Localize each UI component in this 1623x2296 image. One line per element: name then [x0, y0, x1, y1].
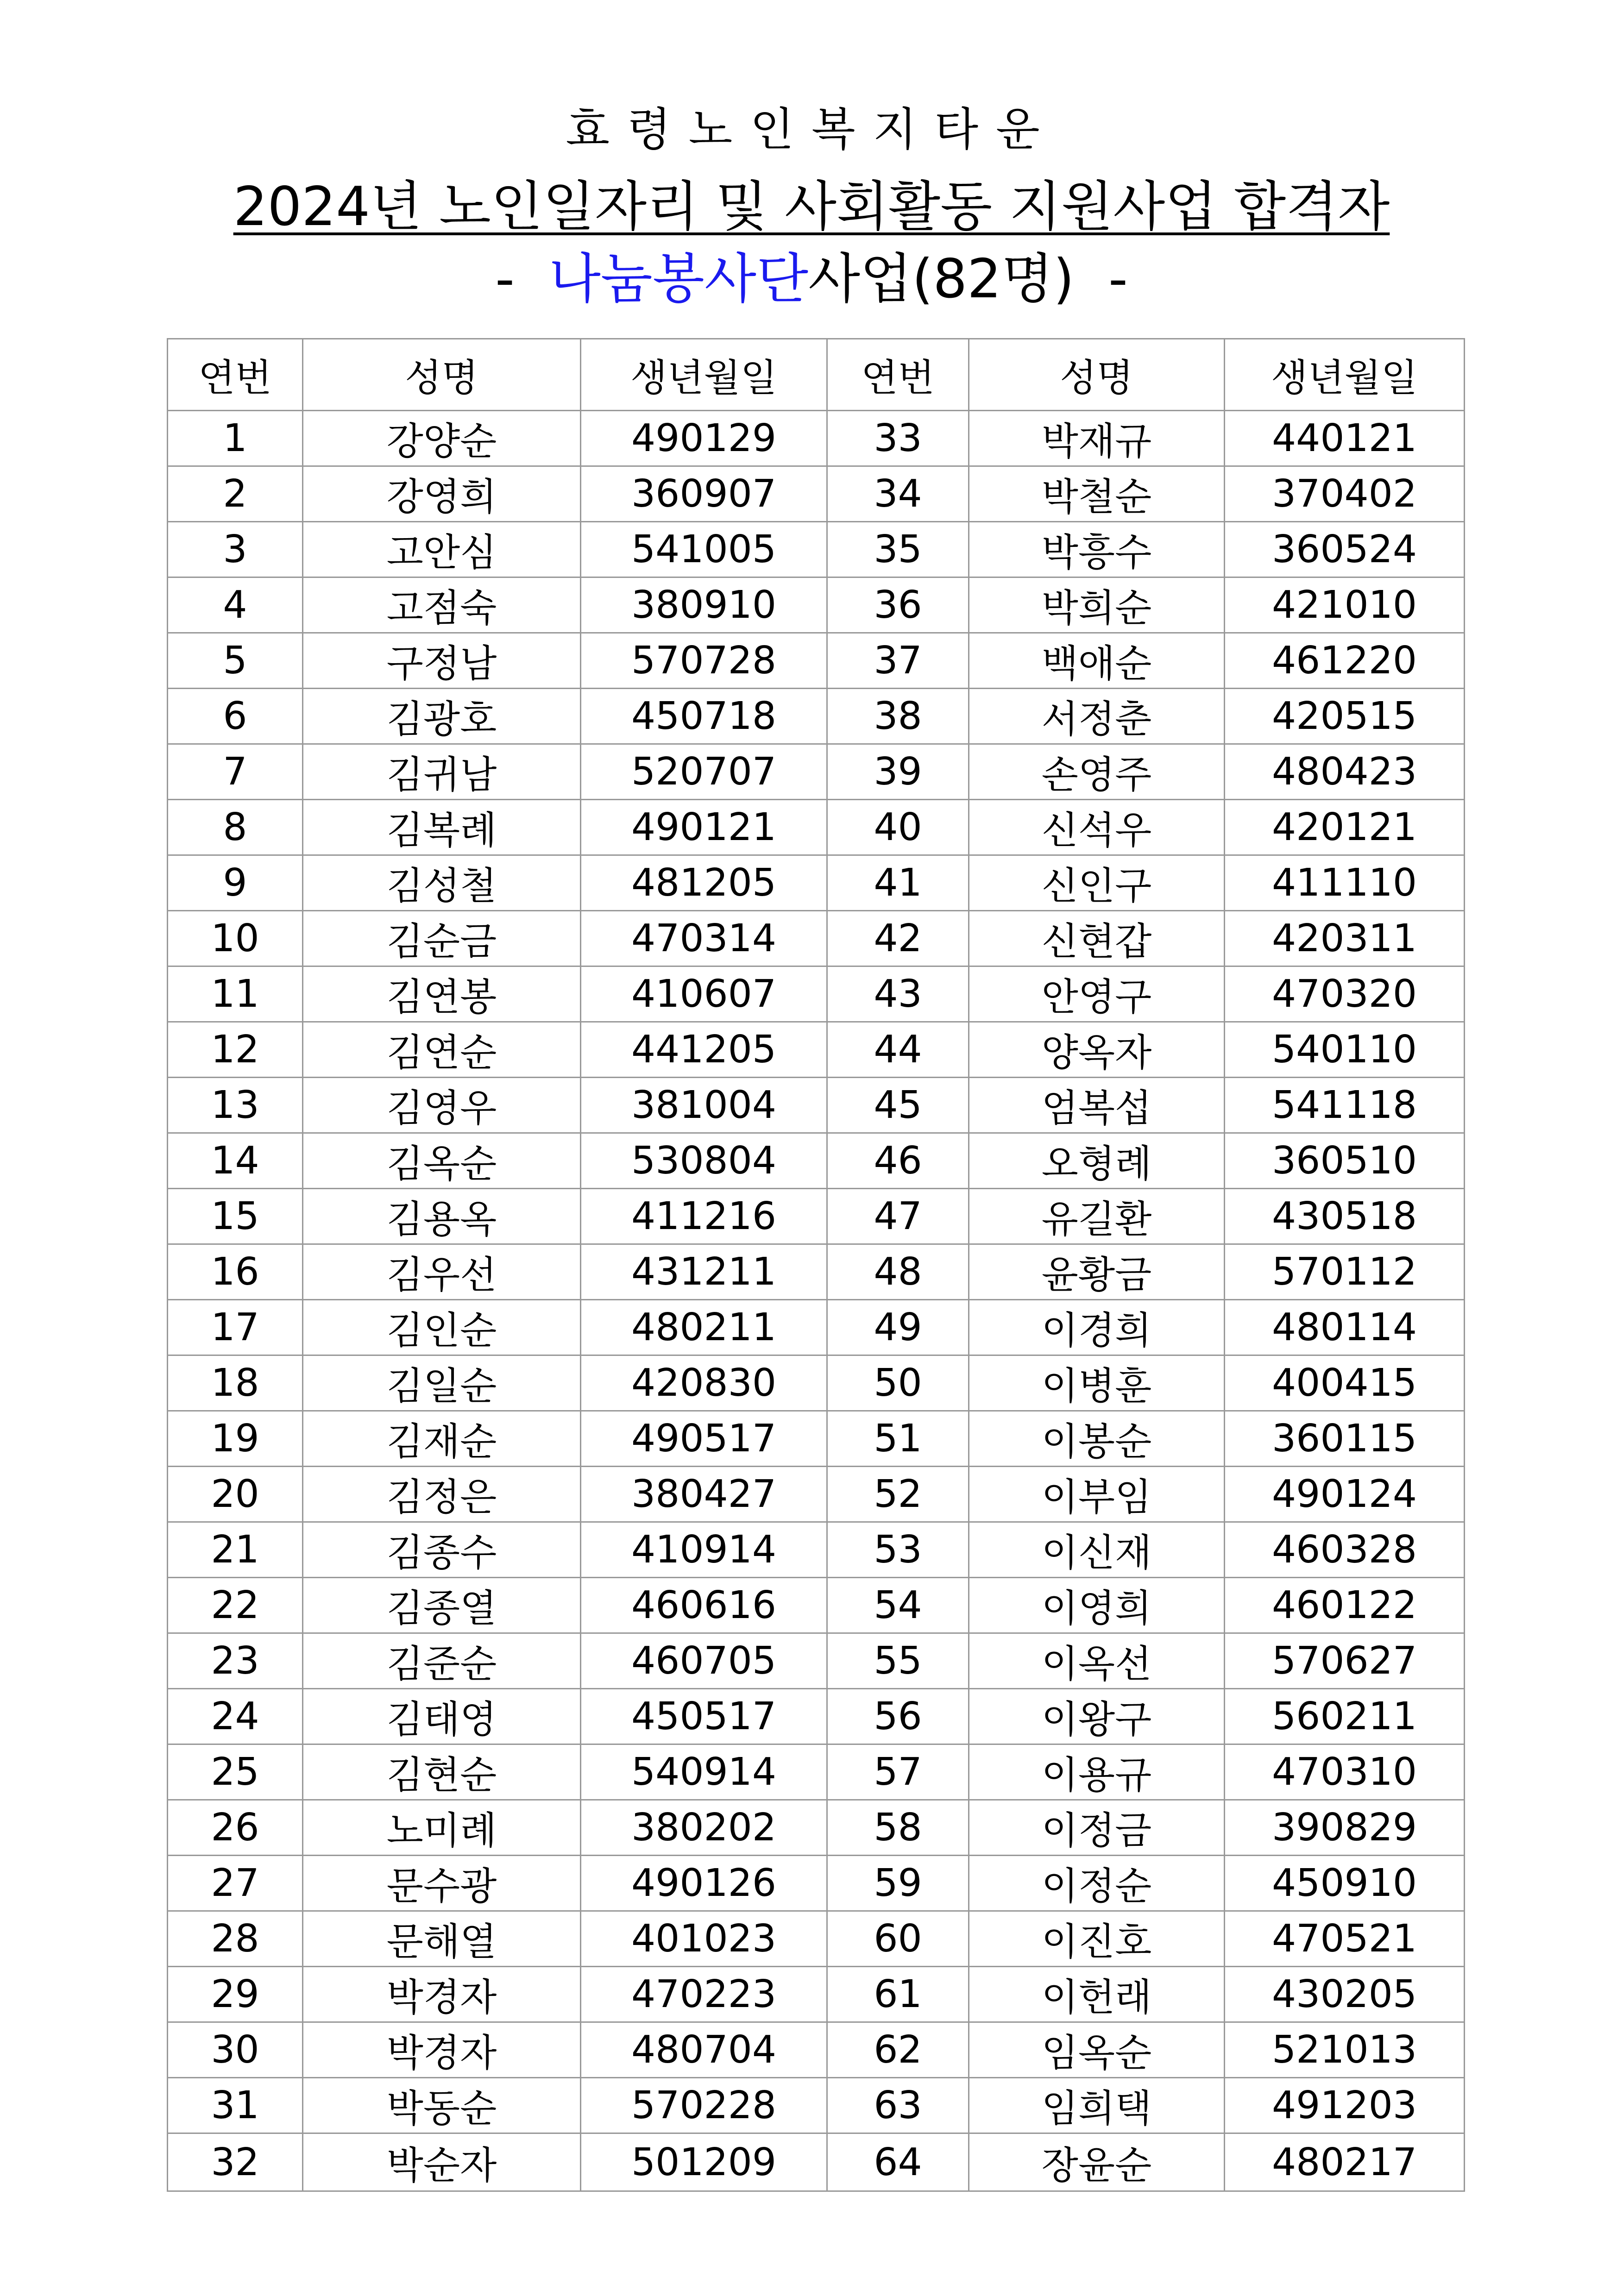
- cell-name: 김준순: [303, 1633, 581, 1689]
- cell-birthdate: 411110: [1225, 855, 1465, 911]
- cell-name: 고안심: [303, 522, 581, 577]
- cell-birthdate: 400415: [1225, 1355, 1465, 1411]
- cell-name: 이옥선: [969, 1633, 1225, 1689]
- cell-name: 안영구: [969, 966, 1225, 1022]
- cell-name: 이정순: [969, 1856, 1225, 1911]
- cell-birthdate: 480217: [1225, 2133, 1465, 2191]
- cell-number: 6: [168, 689, 303, 744]
- column-header-name: 성명: [969, 339, 1225, 411]
- cell-birthdate: 470521: [1225, 1911, 1465, 1967]
- cell-name: 김옥순: [303, 1133, 581, 1189]
- cell-name: 박순자: [303, 2133, 581, 2191]
- cell-birthdate: 420311: [1225, 911, 1465, 966]
- cell-name: 문수광: [303, 1856, 581, 1911]
- cell-number: 47: [827, 1189, 969, 1244]
- cell-number: 55: [827, 1633, 969, 1689]
- cell-birthdate: 460328: [1225, 1522, 1465, 1578]
- table-row: [168, 1022, 1465, 1078]
- cell-name: 고점숙: [303, 577, 581, 633]
- cell-number: 26: [168, 1800, 303, 1856]
- cell-birthdate: 570728: [581, 633, 827, 689]
- cell-birthdate: 470320: [1225, 966, 1465, 1022]
- cell-name: 손영주: [969, 744, 1225, 800]
- cell-name: 신인구: [969, 855, 1225, 911]
- cell-name: 양옥자: [969, 1022, 1225, 1078]
- cell-birthdate: 450517: [581, 1689, 827, 1744]
- cell-birthdate: 540110: [1225, 1022, 1465, 1078]
- cell-name: 이병훈: [969, 1355, 1225, 1411]
- cell-name: 유길환: [969, 1189, 1225, 1244]
- table-row: [168, 633, 1465, 689]
- table-row: [168, 1355, 1465, 1411]
- cell-birthdate: 480704: [581, 2022, 827, 2078]
- cell-birthdate: 460705: [581, 1633, 827, 1689]
- cell-birthdate: 380202: [581, 1800, 827, 1856]
- cell-number: 30: [168, 2022, 303, 2078]
- cell-number: 48: [827, 1244, 969, 1300]
- cell-number: 5: [168, 633, 303, 689]
- cell-birthdate: 570627: [1225, 1633, 1465, 1689]
- cell-name: 신현갑: [969, 911, 1225, 966]
- cell-number: 17: [168, 1300, 303, 1355]
- cell-name: 윤황금: [969, 1244, 1225, 1300]
- cell-birthdate: 401023: [581, 1911, 827, 1967]
- cell-birthdate: 410914: [581, 1522, 827, 1578]
- table-row: [168, 1967, 1465, 2022]
- cell-name: 김현순: [303, 1744, 581, 1800]
- table-row: [168, 1744, 1465, 1800]
- subtitle-prefix: -: [495, 248, 549, 310]
- cell-birthdate: 540914: [581, 1744, 827, 1800]
- cell-number: 23: [168, 1633, 303, 1689]
- document-title: [0, 172, 1623, 242]
- cell-number: 16: [168, 1244, 303, 1300]
- cell-name: 서정춘: [969, 689, 1225, 744]
- cell-birthdate: 420121: [1225, 800, 1465, 855]
- table-row: [168, 911, 1465, 966]
- cell-birthdate: 390829: [1225, 1800, 1465, 1856]
- cell-name: 노미례: [303, 1800, 581, 1856]
- table-body: [168, 411, 1465, 2191]
- cell-name: 김광호: [303, 689, 581, 744]
- table-row: [168, 1689, 1465, 1744]
- cell-birthdate: 381004: [581, 1078, 827, 1133]
- table-row: [168, 2022, 1465, 2078]
- table-row: [168, 1133, 1465, 1189]
- document-subtitle: [0, 245, 1623, 314]
- cell-name: 김용옥: [303, 1189, 581, 1244]
- cell-name: 박철순: [969, 466, 1225, 522]
- cell-number: 19: [168, 1411, 303, 1467]
- table-row: [168, 800, 1465, 855]
- cell-number: 54: [827, 1578, 969, 1633]
- cell-number: 40: [827, 800, 969, 855]
- cell-name: 김연봉: [303, 966, 581, 1022]
- column-header-name: 성명: [303, 339, 581, 411]
- cell-name: 이정금: [969, 1800, 1225, 1856]
- cell-name: 박재규: [969, 411, 1225, 466]
- cell-number: 44: [827, 1022, 969, 1078]
- cell-number: 35: [827, 522, 969, 577]
- cell-number: 43: [827, 966, 969, 1022]
- cell-name: 문해열: [303, 1911, 581, 1967]
- table-row: [168, 1078, 1465, 1133]
- table-row: [168, 1856, 1465, 1911]
- document-title-text: 2024년 노인일자리 및 사회활동 지원사업 합격자: [233, 176, 1390, 238]
- cell-number: 20: [168, 1467, 303, 1522]
- cell-number: 60: [827, 1911, 969, 1967]
- table-row: [168, 1244, 1465, 1300]
- cell-name: 엄복섭: [969, 1078, 1225, 1133]
- cell-birthdate: 541005: [581, 522, 827, 577]
- cell-birthdate: 560211: [1225, 1689, 1465, 1744]
- cell-number: 27: [168, 1856, 303, 1911]
- cell-name: 김연순: [303, 1022, 581, 1078]
- cell-name: 김종열: [303, 1578, 581, 1633]
- cell-number: 21: [168, 1522, 303, 1578]
- cell-number: 10: [168, 911, 303, 966]
- cell-birthdate: 490121: [581, 800, 827, 855]
- cell-number: 39: [827, 744, 969, 800]
- cell-birthdate: 420830: [581, 1355, 827, 1411]
- cell-birthdate: 541118: [1225, 1078, 1465, 1133]
- table-row: [168, 1633, 1465, 1689]
- cell-birthdate: 490126: [581, 1856, 827, 1911]
- cell-birthdate: 360524: [1225, 522, 1465, 577]
- cell-name: 김순금: [303, 911, 581, 966]
- table-row: [168, 744, 1465, 800]
- table-row: [168, 2133, 1465, 2191]
- table-row: [168, 577, 1465, 633]
- cell-number: 9: [168, 855, 303, 911]
- cell-birthdate: 380427: [581, 1467, 827, 1522]
- cell-number: 22: [168, 1578, 303, 1633]
- cell-number: 4: [168, 577, 303, 633]
- table-row: [168, 855, 1465, 911]
- column-header-number: 연번: [827, 339, 969, 411]
- cell-number: 25: [168, 1744, 303, 1800]
- cell-name: 구정남: [303, 633, 581, 689]
- cell-name: 이경희: [969, 1300, 1225, 1355]
- table-row: [168, 1800, 1465, 1856]
- cell-number: 7: [168, 744, 303, 800]
- cell-number: 29: [168, 1967, 303, 2022]
- cell-number: 12: [168, 1022, 303, 1078]
- cell-number: 14: [168, 1133, 303, 1189]
- organization-name: 효령노인복지타운: [566, 103, 1057, 156]
- cell-birthdate: 411216: [581, 1189, 827, 1244]
- cell-birthdate: 520707: [581, 744, 827, 800]
- cell-number: 64: [827, 2133, 969, 2191]
- cell-birthdate: 460616: [581, 1578, 827, 1633]
- column-header-birthdate: 생년월일: [581, 339, 827, 411]
- table-row: [168, 1411, 1465, 1467]
- cell-name: 박희순: [969, 577, 1225, 633]
- cell-number: 36: [827, 577, 969, 633]
- cell-number: 1: [168, 411, 303, 466]
- cell-birthdate: 491203: [1225, 2078, 1465, 2133]
- cell-birthdate: 360510: [1225, 1133, 1465, 1189]
- participant-table: [167, 338, 1465, 2192]
- cell-birthdate: 530804: [581, 1133, 827, 1189]
- cell-number: 24: [168, 1689, 303, 1744]
- cell-number: 38: [827, 689, 969, 744]
- cell-number: 46: [827, 1133, 969, 1189]
- cell-name: 김영우: [303, 1078, 581, 1133]
- table-header-row: [168, 339, 1465, 411]
- cell-birthdate: 460122: [1225, 1578, 1465, 1633]
- cell-number: 42: [827, 911, 969, 966]
- program-name: 나눔봉사단: [548, 248, 808, 310]
- cell-birthdate: 360115: [1225, 1411, 1465, 1467]
- cell-number: 57: [827, 1744, 969, 1800]
- cell-name: 김재순: [303, 1411, 581, 1467]
- cell-birthdate: 490517: [581, 1411, 827, 1467]
- cell-name: 이봉순: [969, 1411, 1225, 1467]
- table-row: [168, 2078, 1465, 2133]
- cell-number: 56: [827, 1689, 969, 1744]
- cell-birthdate: 360907: [581, 466, 827, 522]
- cell-birthdate: 450718: [581, 689, 827, 744]
- cell-name: 박경자: [303, 1967, 581, 2022]
- cell-number: 2: [168, 466, 303, 522]
- cell-number: 33: [827, 411, 969, 466]
- cell-number: 37: [827, 633, 969, 689]
- column-header-number: 연번: [168, 339, 303, 411]
- cell-name: 김정은: [303, 1467, 581, 1522]
- cell-name: 김우선: [303, 1244, 581, 1300]
- cell-number: 58: [827, 1800, 969, 1856]
- cell-name: 이신재: [969, 1522, 1225, 1578]
- subtitle-suffix: 사업(82명) -: [808, 248, 1128, 310]
- cell-birthdate: 480114: [1225, 1300, 1465, 1355]
- table-row: [168, 522, 1465, 577]
- cell-name: 김성철: [303, 855, 581, 911]
- cell-name: 신석우: [969, 800, 1225, 855]
- cell-name: 김인순: [303, 1300, 581, 1355]
- table-row: [168, 1911, 1465, 1967]
- cell-name: 김종수: [303, 1522, 581, 1578]
- cell-name: 박경자: [303, 2022, 581, 2078]
- cell-birthdate: 570112: [1225, 1244, 1465, 1300]
- cell-number: 59: [827, 1856, 969, 1911]
- cell-birthdate: 430518: [1225, 1189, 1465, 1244]
- cell-birthdate: 461220: [1225, 633, 1465, 689]
- cell-number: 3: [168, 522, 303, 577]
- cell-name: 김태영: [303, 1689, 581, 1744]
- cell-birthdate: 501209: [581, 2133, 827, 2191]
- cell-number: 61: [827, 1967, 969, 2022]
- cell-number: 8: [168, 800, 303, 855]
- column-header-birthdate: 생년월일: [1225, 339, 1465, 411]
- cell-name: 이용규: [969, 1744, 1225, 1800]
- cell-birthdate: 490124: [1225, 1467, 1465, 1522]
- cell-birthdate: 490129: [581, 411, 827, 466]
- cell-birthdate: 380910: [581, 577, 827, 633]
- cell-birthdate: 431211: [581, 1244, 827, 1300]
- cell-name: 임희택: [969, 2078, 1225, 2133]
- cell-name: 강양순: [303, 411, 581, 466]
- cell-birthdate: 480423: [1225, 744, 1465, 800]
- cell-birthdate: 430205: [1225, 1967, 1465, 2022]
- table-row: [168, 1578, 1465, 1633]
- cell-name: 이헌래: [969, 1967, 1225, 2022]
- cell-name: 김일순: [303, 1355, 581, 1411]
- cell-birthdate: 470223: [581, 1967, 827, 2022]
- table-row: [168, 689, 1465, 744]
- cell-birthdate: 440121: [1225, 411, 1465, 466]
- cell-name: 이영희: [969, 1578, 1225, 1633]
- cell-number: 11: [168, 966, 303, 1022]
- cell-name: 이진호: [969, 1911, 1225, 1967]
- cell-birthdate: 480211: [581, 1300, 827, 1355]
- table-row: [168, 1522, 1465, 1578]
- cell-number: 53: [827, 1522, 969, 1578]
- cell-birthdate: 570228: [581, 2078, 827, 2133]
- cell-name: 김귀남: [303, 744, 581, 800]
- cell-name: 강영희: [303, 466, 581, 522]
- cell-birthdate: 481205: [581, 855, 827, 911]
- cell-number: 18: [168, 1355, 303, 1411]
- cell-number: 32: [168, 2133, 303, 2191]
- cell-number: 41: [827, 855, 969, 911]
- cell-birthdate: 450910: [1225, 1856, 1465, 1911]
- cell-name: 임옥순: [969, 2022, 1225, 2078]
- cell-number: 49: [827, 1300, 969, 1355]
- cell-number: 45: [827, 1078, 969, 1133]
- cell-number: 15: [168, 1189, 303, 1244]
- cell-birthdate: 470310: [1225, 1744, 1465, 1800]
- cell-number: 52: [827, 1467, 969, 1522]
- cell-birthdate: 441205: [581, 1022, 827, 1078]
- cell-name: 김복례: [303, 800, 581, 855]
- cell-birthdate: 370402: [1225, 466, 1465, 522]
- table-row: [168, 466, 1465, 522]
- cell-birthdate: 410607: [581, 966, 827, 1022]
- table-row: [168, 1189, 1465, 1244]
- cell-name: 백애순: [969, 633, 1225, 689]
- cell-number: 51: [827, 1411, 969, 1467]
- cell-number: 63: [827, 2078, 969, 2133]
- cell-name: 오형례: [969, 1133, 1225, 1189]
- cell-number: 31: [168, 2078, 303, 2133]
- table-row: [168, 966, 1465, 1022]
- cell-number: 28: [168, 1911, 303, 1967]
- cell-birthdate: 421010: [1225, 577, 1465, 633]
- cell-name: 장윤순: [969, 2133, 1225, 2191]
- cell-birthdate: 470314: [581, 911, 827, 966]
- cell-number: 34: [827, 466, 969, 522]
- cell-number: 62: [827, 2022, 969, 2078]
- cell-number: 50: [827, 1355, 969, 1411]
- table-row: [168, 411, 1465, 466]
- table-row: [168, 1300, 1465, 1355]
- cell-birthdate: 420515: [1225, 689, 1465, 744]
- cell-name: 박흥수: [969, 522, 1225, 577]
- cell-name: 박동순: [303, 2078, 581, 2133]
- cell-name: 이부임: [969, 1467, 1225, 1522]
- cell-number: 13: [168, 1078, 303, 1133]
- table-row: [168, 1467, 1465, 1522]
- cell-name: 이왕구: [969, 1689, 1225, 1744]
- cell-birthdate: 521013: [1225, 2022, 1465, 2078]
